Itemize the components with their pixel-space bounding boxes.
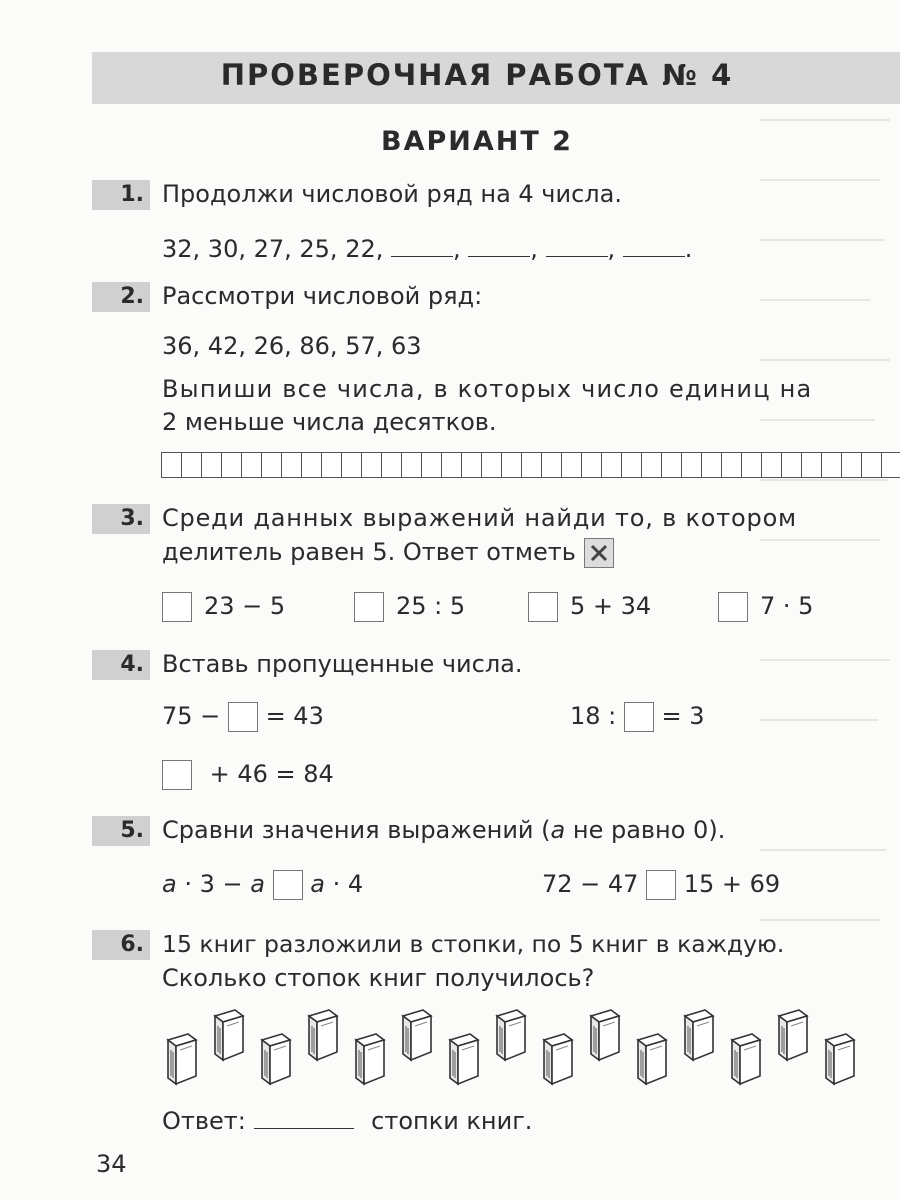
book-icon [303,1006,343,1062]
comparison-1 [162,870,363,900]
grid-cell[interactable] [461,452,482,478]
variable: a [310,870,325,898]
option-4[interactable] [718,592,813,622]
grid-cell[interactable] [421,452,442,478]
grid-cell[interactable] [241,452,262,478]
comparison-box[interactable] [273,870,303,900]
grid-cell[interactable] [881,452,900,478]
worksheet-title: ПРОВЕРОЧНАЯ РАБОТА № 4 [220,58,734,92]
grid-cell[interactable] [441,452,462,478]
option-label: 23 − 5 [204,592,286,620]
grid-cell[interactable] [501,452,522,478]
grid-cell[interactable] [181,452,202,478]
eq-part: 18 : [570,702,617,730]
question-1-text: Продолжи числовой ряд на 4 числа. [162,180,622,208]
book-icon [256,1030,296,1086]
variable: a [550,816,566,844]
question-2-series: 36, 42, 26, 86, 57, 63 [162,332,422,360]
grid-cell[interactable] [261,452,282,478]
grid-cell[interactable] [481,452,502,478]
grid-cell[interactable] [701,452,722,478]
task-text: не равно 0). [565,816,726,844]
question-1-series: 32, 30, 27, 25, 22, , , , . [162,235,693,263]
answer-blank[interactable] [468,234,530,257]
book-icon [491,1006,531,1062]
question-3-line1: Среди данных выражений найди то, в котором [162,504,797,532]
comparison-box[interactable] [646,870,676,900]
question-number-6: 6. [92,930,150,960]
book-icon [444,1030,484,1086]
number-series: 32, 30, 27, 25, 22, [162,235,384,263]
option-checkbox[interactable] [528,592,558,622]
option-1[interactable] [162,592,285,622]
question-number-3: 3. [92,504,150,534]
grid-cell[interactable] [741,452,762,478]
question-number-4: 4. [92,650,150,680]
grid-cell[interactable] [801,452,822,478]
variant-title: ВАРИАНТ 2 [381,126,573,157]
question-3-line2 [162,538,614,568]
grid-cell[interactable] [361,452,382,478]
page-number: 34 [96,1150,127,1178]
task-text: Выпиши все числа, в которых число единиц на [162,375,813,403]
question-number-1: 1. [92,180,150,210]
grid-cell[interactable] [821,452,842,478]
grid-cell[interactable] [521,452,542,478]
grid-cell[interactable] [201,452,222,478]
equation-1 [162,702,324,732]
option-2[interactable] [354,592,465,622]
question-4-text: Вставь пропущенные числа. [162,650,523,678]
expr: · 4 [324,870,364,898]
eq-part: = 43 [265,702,324,730]
question-6-line1: 15 книг разложили в стопки, по 5 книг в каждую. [162,930,785,958]
book-icon [773,1006,813,1062]
grid-cell[interactable] [761,452,782,478]
answer-label: Ответ: [162,1107,246,1135]
variable: a [250,870,265,898]
variable: a [162,870,177,898]
eq-part: = 3 [661,702,705,730]
expr: 72 − 47 [542,870,639,898]
option-3[interactable] [528,592,651,622]
grid-cell[interactable] [561,452,582,478]
grid-cell[interactable] [721,452,742,478]
grid-cell[interactable] [581,452,602,478]
answer-blank[interactable] [391,234,453,257]
option-label: 5 + 34 [570,592,652,620]
grid-cell[interactable] [281,452,302,478]
equation-2 [570,702,705,732]
book-icon [585,1006,625,1062]
option-checkbox[interactable] [162,592,192,622]
answer-blank[interactable] [623,234,685,257]
grid-cell[interactable] [681,452,702,478]
task-text: Сравни значения выражений ( [162,816,551,844]
question-2-text: Рассмотри числовой ряд: [162,282,483,310]
grid-cell[interactable] [301,452,322,478]
grid-cell[interactable] [621,452,642,478]
question-6-line2: Сколько стопок книг получилось? [162,964,595,992]
option-label: 7 · 5 [760,592,814,620]
comparison-2 [542,870,780,900]
grid-cell[interactable] [401,452,422,478]
question-number-5: 5. [92,816,150,846]
grid-cell[interactable] [381,452,402,478]
grid-cell[interactable] [341,452,362,478]
grid-cell[interactable] [841,452,862,478]
task-text: делитель равен 5. Ответ отметь [162,538,576,566]
expr: · 3 − [176,870,251,898]
checkbox-x-icon [584,538,614,568]
expr: 15 + 69 [683,870,781,898]
answer-cell-grid[interactable] [162,452,900,478]
answer-blank[interactable] [546,234,608,257]
grid-cell[interactable] [221,452,242,478]
book-icon [209,1006,249,1062]
equation-3 [162,760,334,790]
grid-cell[interactable] [541,452,562,478]
question-2-task-line1 [162,375,864,403]
grid-cell[interactable] [861,452,882,478]
book-icon [679,1006,719,1062]
answer-line [162,1106,532,1135]
book-icon [726,1030,766,1086]
option-checkbox[interactable] [354,592,384,622]
book-icon [162,1030,202,1086]
answer-blank[interactable] [254,1106,354,1129]
option-checkbox[interactable] [718,592,748,622]
eq-part: + 46 = 84 [209,760,334,788]
grid-cell[interactable] [641,452,662,478]
answer-box[interactable] [624,702,654,732]
book-icon [350,1030,390,1086]
answer-suffix: стопки книг. [371,1107,533,1135]
book-icon [820,1030,860,1086]
option-label: 25 : 5 [396,592,466,620]
books-illustration [162,1002,882,1092]
bleed-through-texture [760,100,900,1000]
book-icon [397,1006,437,1062]
question-5-text [162,816,725,844]
grid-cell[interactable] [161,452,182,478]
book-icon [538,1030,578,1086]
grid-cell[interactable] [601,452,622,478]
answer-box[interactable] [162,760,192,790]
grid-cell[interactable] [781,452,802,478]
grid-cell[interactable] [661,452,682,478]
answer-box[interactable] [228,702,258,732]
book-icon [632,1030,672,1086]
grid-cell[interactable] [321,452,342,478]
question-number-2: 2. [92,282,150,312]
question-2-task-line2: 2 меньше числа десятков. [162,408,497,436]
eq-part: 75 − [162,702,221,730]
